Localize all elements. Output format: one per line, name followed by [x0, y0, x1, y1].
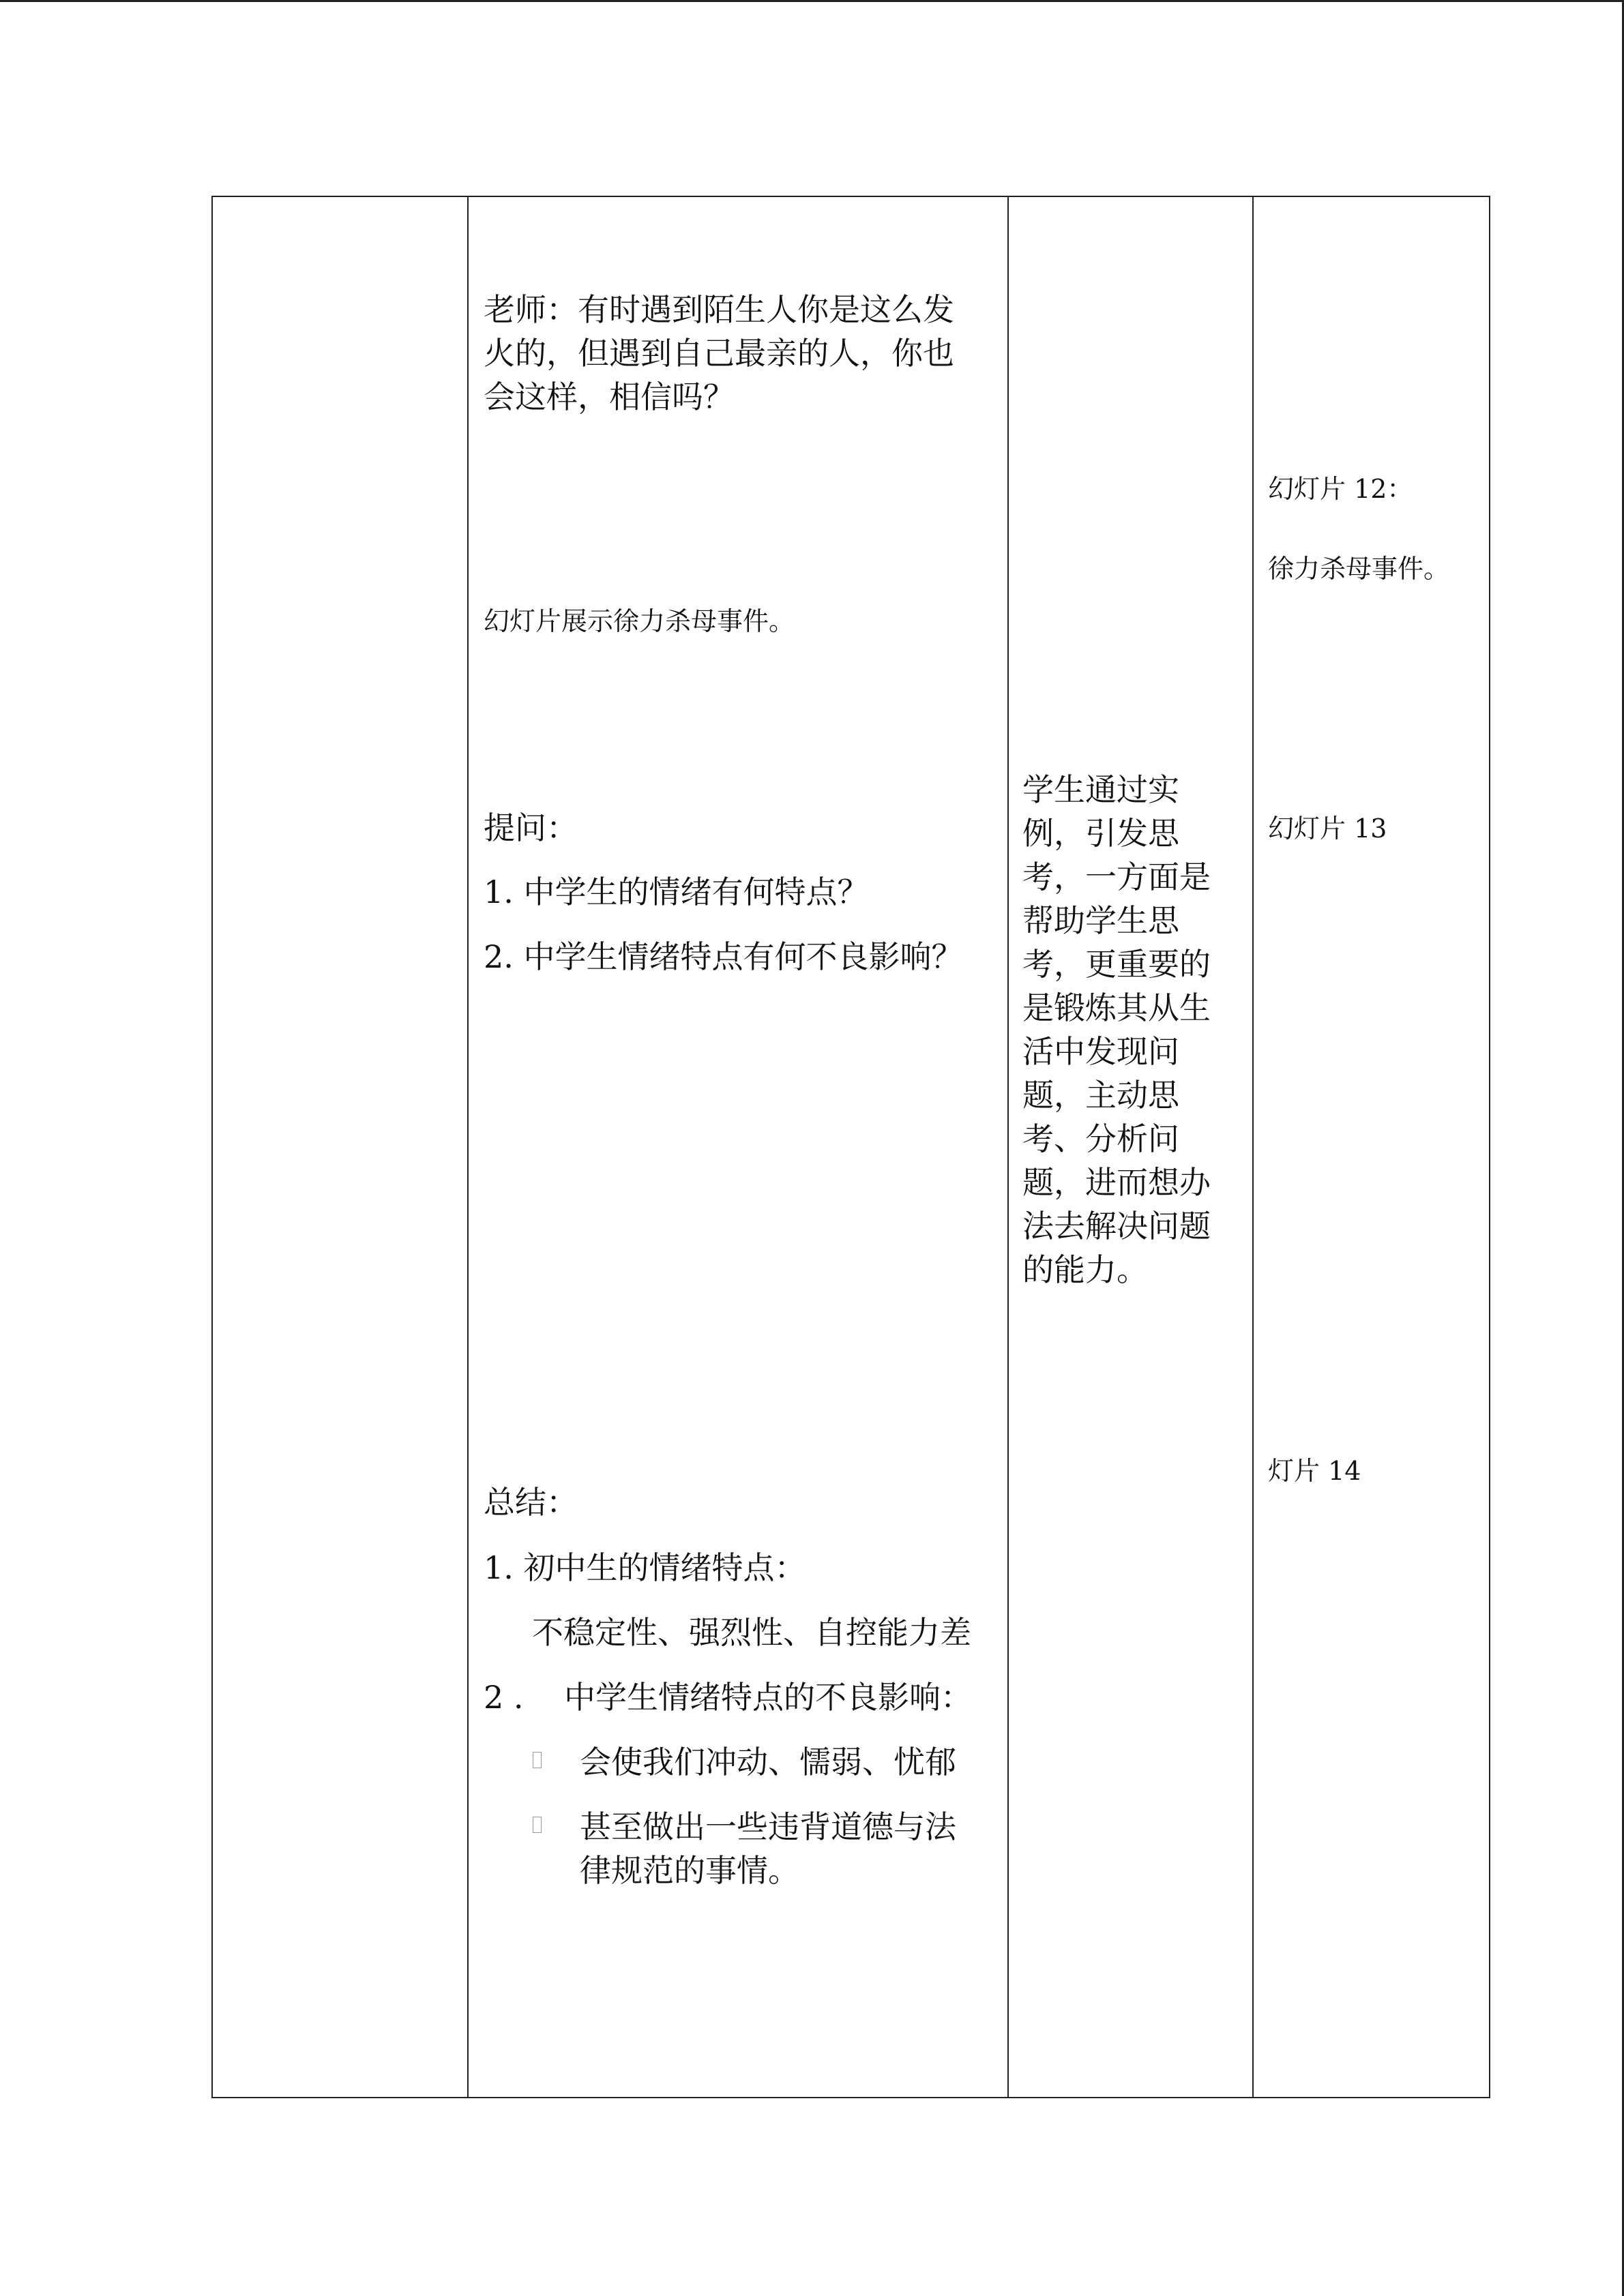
- summary-label: 总结：: [484, 1484, 578, 1521]
- slide-12-description: 徐力杀母事件。: [1268, 554, 1450, 584]
- question-label: 提问：: [484, 809, 578, 846]
- question-1: 1. 中学生的情绪有何特点？: [484, 874, 869, 910]
- summary-1: 1. 初中生的情绪特点：: [484, 1549, 806, 1586]
- summary-bullet-2-line-2: 律规范的事情。: [580, 1852, 799, 1889]
- teacher-line-1: 老师：有时遇到陌生人你是这么发: [484, 291, 954, 328]
- design-intent: 学生通过实例，引发思考，一方面是帮助学生思考，更重要的是锻炼其从生活中发现问题，主动思考、分析问题，进而想办法去解决问题的能力。: [1022, 771, 1211, 1288]
- slide-13-label: 幻灯片 13: [1268, 814, 1387, 844]
- slide-14-label: 灯片 14: [1268, 1456, 1361, 1486]
- column-divider-2: [1007, 197, 1009, 2097]
- slide-12-label: 幻灯片 12：: [1268, 474, 1413, 504]
- summary-bullet-2-line-1: 甚至做出一些违背道德与法: [580, 1808, 956, 1845]
- page-border-top: [0, 0, 1624, 2]
- summary-bullet-1: 会使我们冲动、懦弱、忧郁: [580, 1744, 956, 1780]
- summary-1-detail: 不稳定性、强烈性、自控能力差: [532, 1614, 971, 1651]
- bullet-icon: [533, 1817, 542, 1833]
- teacher-line-3: 会这样，相信吗？: [484, 378, 735, 415]
- slide-show-note: 幻灯片展示徐力杀母事件。: [484, 606, 795, 636]
- summary-2-number: 2 .: [484, 1679, 524, 1716]
- lesson-plan-table: [211, 196, 1490, 2098]
- question-2: 2. 中学生情绪特点有何不良影响？: [484, 938, 963, 975]
- bullet-icon: [533, 1752, 542, 1768]
- column-divider-3: [1252, 197, 1254, 2097]
- column-divider-1: [467, 197, 469, 2097]
- teacher-line-2: 火的，但遇到自己最亲的人，你也: [484, 335, 954, 372]
- summary-2-text: 中学生情绪特点的不良影响：: [564, 1679, 972, 1716]
